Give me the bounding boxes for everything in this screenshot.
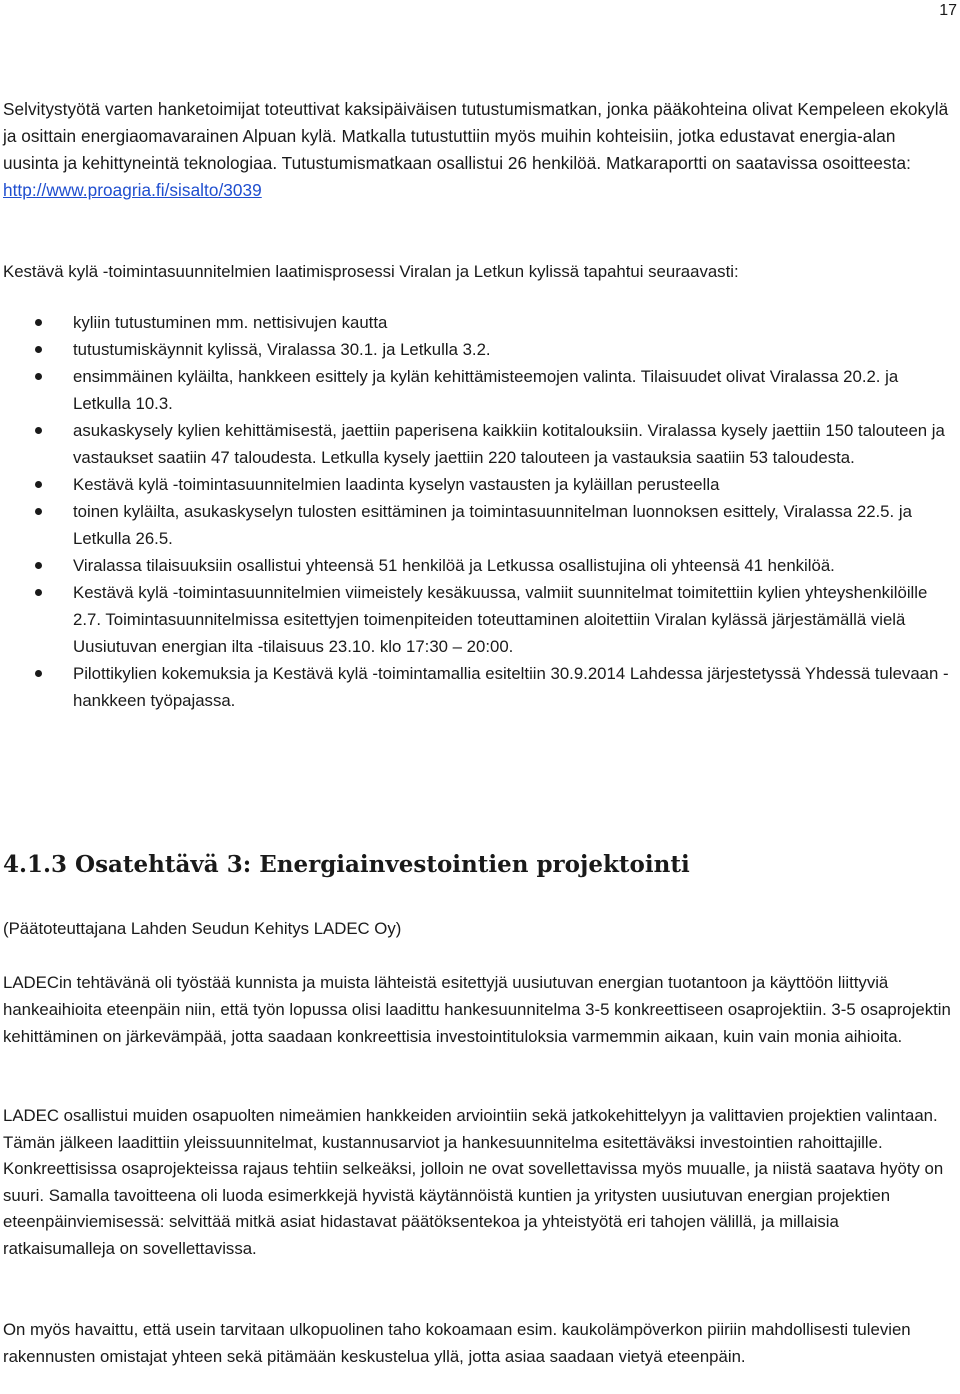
process-lead-paragraph: Kestävä kylä -toimintasuunnitelmien laatimisprosessi Viralan ja Letkun kylissä tapahtui seuraavasti: xyxy=(3,262,739,281)
intro-paragraph xyxy=(3,96,953,204)
section-number: 4.1.3 xyxy=(3,851,68,878)
list-item: asukaskysely kylien kehittämisestä, jaettiin paperisena kaikkiin kotitalouksiin. Viralassa kysely jaettiin 150 talouteen ja vastaukset saatiin 47 taloudesta. Letkulla kysely jaettiin 220 talouteen ja vastauksia saatiin 53 taloudesta. xyxy=(3,417,958,471)
list-item: ensimmäinen kyläilta, hankkeen esittely ja kylän kehittämisteemojen valinta. Tilaisuudet olivat Viralassa 20.2. ja Letkulla 10.3. xyxy=(3,363,958,417)
process-steps-list xyxy=(3,309,958,714)
ladec-task-paragraph: LADECin tehtävänä oli työstää kunnista ja muista lähteistä esitettyjä uusiutuvan energian tuotantoon ja käyttöön liittyviä hankeaihioita eteenpäin niin, että työn lopussa olisi laadittu hankesuunnitelma 3-5 konkreettiseen osaprojektiin. 3-5 osaprojektin kehittäminen on järkevämpää, jotta saadaan konkreettisia investointituloksia varmemmin aikaan, kuin vain monia aihioita. xyxy=(3,973,951,1046)
list-item: Kestävä kylä -toimintasuunnitelmien laadinta kyselyn vastausten ja kyläillan perusteella xyxy=(3,471,958,498)
closing-paragraph: On myös havaittu, että usein tarvitaan ulkopuolinen taho kokoamaan esim. kaukolämpöverkon piiriin mahdollisesti tulevien rakennusten omistajat yhteen sekä pitämään keskustelua yllä, jotta asiaa saadaan vietyä eteenpäin. xyxy=(3,1320,911,1366)
list-item: kyliin tutustuminen mm. nettisivujen kautta xyxy=(3,309,958,336)
list-item: Kestävä kylä -toimintasuunnitelmien viimeistely kesäkuussa, valmiit suunnitelmat toimitettiin kylien yhteyshenkilöille 2.7. Toimintasuunnitelmissa esitettyjen toimenpiteiden toteuttaminen aloitettiin Viralan kylässä järjestämällä vielä Uusiutuvan energian ilta -tilaisuus 23.10. klo 17:30 – 20:00. xyxy=(3,579,958,660)
ladec-participation-paragraph: LADEC osallistui muiden osapuolten nimeämien hankkeiden arviointiin sekä jatkokehittelyyn ja valittavien projektien valintaan. Tämän jälkeen laadittiin yleissuunnitelmat, kustannusarviot ja hankesuunnitelma esitettäväksi investointien rahoittajille. Konkreettisissa osaprojekteissa rajaus tehtiin selkeäksi, jolloin ne ovat sovellettavissa myös muualle, ja niistä saatava hyöty on suuri. Samalla tavoitteena oli luoda esimerkkejä hyvistä käytännöistä kuntien ja yritysten uusiutuvan energian projektien eteenpäinviemisessä: selvittää mitkä asiat hidastavat päätöksentekoa ja yhteistyötä eri tahojen välillä, ja millaisia ratkaisumalleja on sovellettavissa. xyxy=(3,1106,944,1258)
section-title: Osatehtävä 3: Energiainvestointien projektointi xyxy=(75,851,690,878)
main-implementer-note: (Päätoteuttajana Lahden Seudun Kehitys LADEC Oy) xyxy=(3,919,402,938)
list-item: Viralassa tilaisuuksiin osallistui yhteensä 51 henkilöä ja Letkussa osallistujina oli yhteensä 41 henkilöä. xyxy=(3,552,958,579)
intro-text: Selvitystyötä varten hanketoimijat toteuttivat kaksipäiväisen tutustumismatkan, jonka pääkohteina olivat Kempeleen ekokylä ja osittain energiaomavarainen Alpuan kylä. Matkalla tutustuttiin myös muihin kohteisiin, jotka edustavat energia-alan uusinta ja kehittyneintä teknologiaa. Tutustumismatkaan osallistui 26 henkilöä. Matkaraportti on saatavissa osoitteesta: xyxy=(3,99,949,173)
section-heading xyxy=(3,847,690,883)
report-link[interactable]: http://www.proagria.fi/sisalto/3039 xyxy=(3,180,262,200)
list-item: tutustumiskäynnit kylissä, Viralassa 30.1. ja Letkulla 3.2. xyxy=(3,336,958,363)
list-item: Pilottikylien kokemuksia ja Kestävä kylä -toimintamallia esiteltiin 30.9.2014 Lahdessa järjestetyssä Yhdessä tulevaan -hankkeen työpajassa. xyxy=(3,660,958,714)
page-number: 17 xyxy=(939,2,957,19)
list-item: toinen kyläilta, asukaskyselyn tulosten esittäminen ja toimintasuunnitelman luonnoksen esittely, Viralassa 22.5. ja Letkulla 26.5. xyxy=(3,498,958,552)
